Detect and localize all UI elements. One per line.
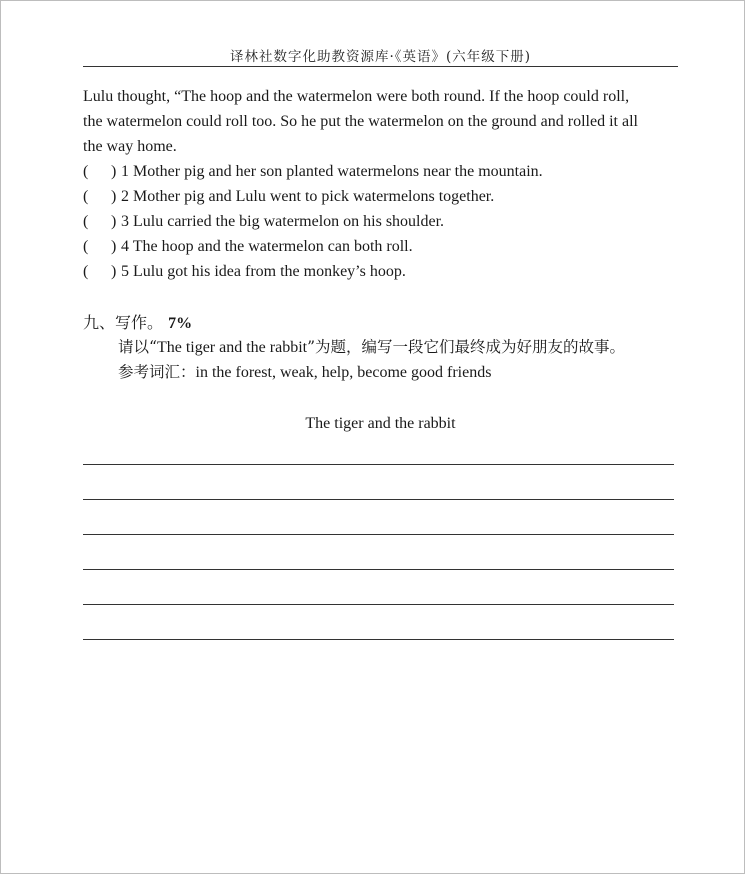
writing-line[interactable] [83,569,674,570]
true-false-question-5 [83,259,406,284]
writing-line[interactable] [83,534,674,535]
writing-line[interactable] [83,604,674,605]
question-text: 2 Mother pig and Lulu went to pick watermelons together. [121,188,495,205]
vocab-label: 参考词汇： [118,363,196,381]
answer-blank-close: ) [111,238,117,255]
reading-passage [83,84,678,159]
writing-line[interactable] [83,639,674,640]
true-false-question-4 [83,234,413,259]
reference-vocabulary [118,360,491,385]
answer-blank-close: ) [111,263,117,280]
answer-blank-open[interactable]: ( [83,263,89,280]
answer-blank-open[interactable]: ( [83,238,89,255]
instruction-prefix: 请以“ [118,338,157,356]
instruction-title: The tiger and the rabbit [156,339,308,356]
answer-blank-open[interactable]: ( [83,213,89,230]
answer-blank-open[interactable]: ( [83,163,89,180]
question-text: 5 Lulu got his idea from the monkey’s hoop. [121,263,406,280]
answer-blank-open[interactable]: ( [83,188,89,205]
writing-line[interactable] [83,499,674,500]
essay-title: The tiger and the rabbit [305,415,456,432]
vocab-words: in the forest, weak, help, become good friends [195,364,492,381]
passage-line: Lulu thought, “The hoop and the watermelon were both round. If the hoop could roll, [83,88,630,105]
header-divider [83,66,678,67]
answer-blank-close: ) [111,188,117,205]
page-header: 译林社数字化助教资源库·《英语》(六年级下册) [229,49,532,65]
section-label: 九、写作。 [83,313,164,332]
writing-line[interactable] [83,464,674,465]
answer-blank-close: ) [111,213,117,230]
writing-section-title [83,310,192,336]
true-false-question-3 [83,209,444,234]
question-text: 3 Lulu carried the big watermelon on his shoulder. [121,213,445,230]
question-text: 4 The hoop and the watermelon can both roll. [121,238,413,255]
section-points: 7% [168,315,193,332]
answer-blank-close: ) [111,163,117,180]
true-false-question-2 [83,184,494,209]
question-text: 1 Mother pig and her son planted watermelons near the mountain. [121,163,543,180]
writing-instruction [118,335,625,360]
passage-line: the way home. [83,138,177,155]
instruction-suffix: ”为题，编写一段它们最终成为好朋友的故事。 [307,338,626,356]
passage-line: the watermelon could roll too. So he put the watermelon on the ground and rolled it all [83,113,638,130]
true-false-question-1 [83,159,543,184]
